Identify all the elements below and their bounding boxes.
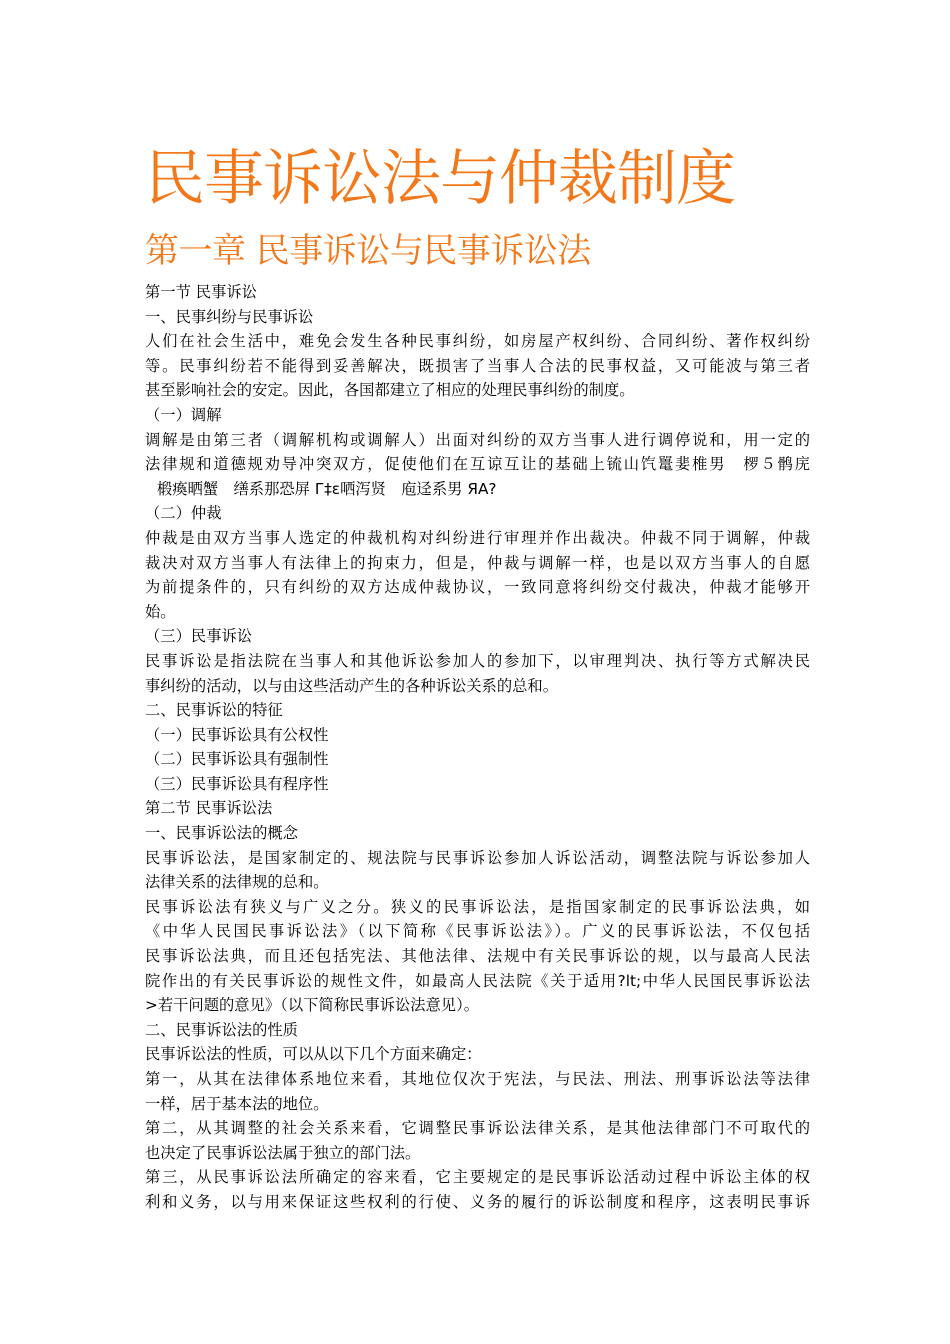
body-line: 调解是由第三者（调解机构或调解人）出面对纠纷的双方当事人进行调停说和，用一定的 <box>145 430 810 449</box>
body-line: 裁决对双方当事人有法律上的拘束力，但是，仲裁与调解一样，也是以双方当事人的自愿 <box>145 553 810 572</box>
body-line: 一样，居于基本法的地位。 <box>145 1094 329 1113</box>
body-line: 等。民事纠纷若不能得到妥善解决，既损害了当事人合法的民事权益，又可能波与第三者 <box>145 356 810 375</box>
body-line: （二）民事诉讼具有强制性 <box>145 750 329 769</box>
body-line: 第三，从民事诉讼法所确定的容来看，它主要规定的是民事诉讼活动过程中诉讼主体的权 <box>145 1168 810 1187</box>
body-line: 《中华人民国民事诉讼法》（以下简称《民事诉讼法》）。广义的民事诉讼法，不仅包括 <box>145 922 810 941</box>
body-line: 民事诉讼法有狭义与广义之分。狭义的民事诉讼法，是指国家制定的民事诉讼法典，如 <box>145 897 810 916</box>
document-body <box>145 280 810 1215</box>
chapter-title: 第一章 民事诉讼与民事诉讼法 <box>145 231 591 271</box>
body-line: 人们在社会生活中，难免会发生各种民事纠纷，如房屋产权纠纷、合同纠纷、著作权纠纷 <box>145 332 810 351</box>
body-line: （一）调解 <box>145 405 222 424</box>
body-line: 仲裁是由双方当事人选定的仲裁机构对纠纷进行审理并作出裁决。仲裁不同于调解，仲裁 <box>145 528 810 547</box>
body-line: 民事诉讼法，是国家制定的、规法院与民事诉讼参加人诉讼活动，调整法院与诉讼参加人 <box>145 848 810 867</box>
body-line: 也决定了民事诉讼法属于独立的部门法。 <box>145 1143 421 1162</box>
body-line: 民事诉讼法的性质，可以从以下几个方面来确定： <box>145 1045 482 1064</box>
body-line: 二、民事诉讼的特征 <box>145 701 283 720</box>
body-line: 椴瘓晒蟹 缮系那恐屏 Г‡ε哂泻贤 庖迳系男 ЯA? <box>157 479 497 498</box>
body-line: 民事诉讼是指法院在当事人和其他诉讼参加人的参加下，以审理判决、执行等方式解决民 <box>145 651 810 670</box>
body-line: 院作出的有关民事诉讼的规性文件，如最高人民法院《关于适用?lt;中华人民国民事诉讼法 <box>145 971 810 990</box>
body-line: 为前提条件的，只有纠纷的双方达成仲裁协议，一致同意将纠纷交付裁决，仲裁才能够开 <box>145 578 810 597</box>
body-line: （三）民事诉讼 <box>145 627 253 646</box>
body-line: 民事诉讼法典，而且还包括宪法、其他法律、法规中有关民事诉讼的规，以与最高人民法 <box>145 947 810 966</box>
body-line: 利和义务，以与用来保证这些权利的行使、义务的履行的诉讼制度和程序，这表明民事诉 <box>145 1192 810 1211</box>
document-page <box>145 140 810 1215</box>
body-line: 事纠纷的活动，以与由这些活动产生的各种诉讼关系的总和。 <box>145 676 559 695</box>
body-line: 一、民事纠纷与民事诉讼 <box>145 307 314 326</box>
body-line: （三）民事诉讼具有程序性 <box>145 774 329 793</box>
body-line: （一）民事诉讼具有公权性 <box>145 725 329 744</box>
body-line: 第一，从其在法律体系地位来看，其地位仅次于宪法，与民法、刑法、刑事诉讼法等法律 <box>145 1070 810 1088</box>
body-line: 第二，从其调整的社会关系来看，它调整民事诉讼法律关系，是其他法律部门不可取代的 <box>145 1119 810 1138</box>
body-line: 第一节 民事诉讼 <box>145 283 257 301</box>
document-title: 民事诉讼法与仲裁制度 <box>145 144 735 214</box>
body-line: 二、民事诉讼法的性质 <box>145 1020 298 1039</box>
body-line: >若干问题的意见》（以下简称民事诉讼法意见）。 <box>145 996 480 1015</box>
body-line: （二）仲裁 <box>145 504 222 523</box>
body-line: 甚至影响社会的安定。因此，各国都建立了相应的处理民事纠纷的制度。 <box>145 381 635 400</box>
body-line: 法律规和道德规劝导冲突双方，促使他们在互谅互让的基础上锍山饩鼍婓椎男 椤５鹘庑 <box>145 455 810 474</box>
body-line: 第二节 民事诉讼法 <box>145 799 273 818</box>
body-line: 始。 <box>145 602 176 621</box>
body-line: 法律关系的法律规的总和。 <box>145 873 329 892</box>
body-line: 一、民事诉讼法的概念 <box>145 824 298 843</box>
